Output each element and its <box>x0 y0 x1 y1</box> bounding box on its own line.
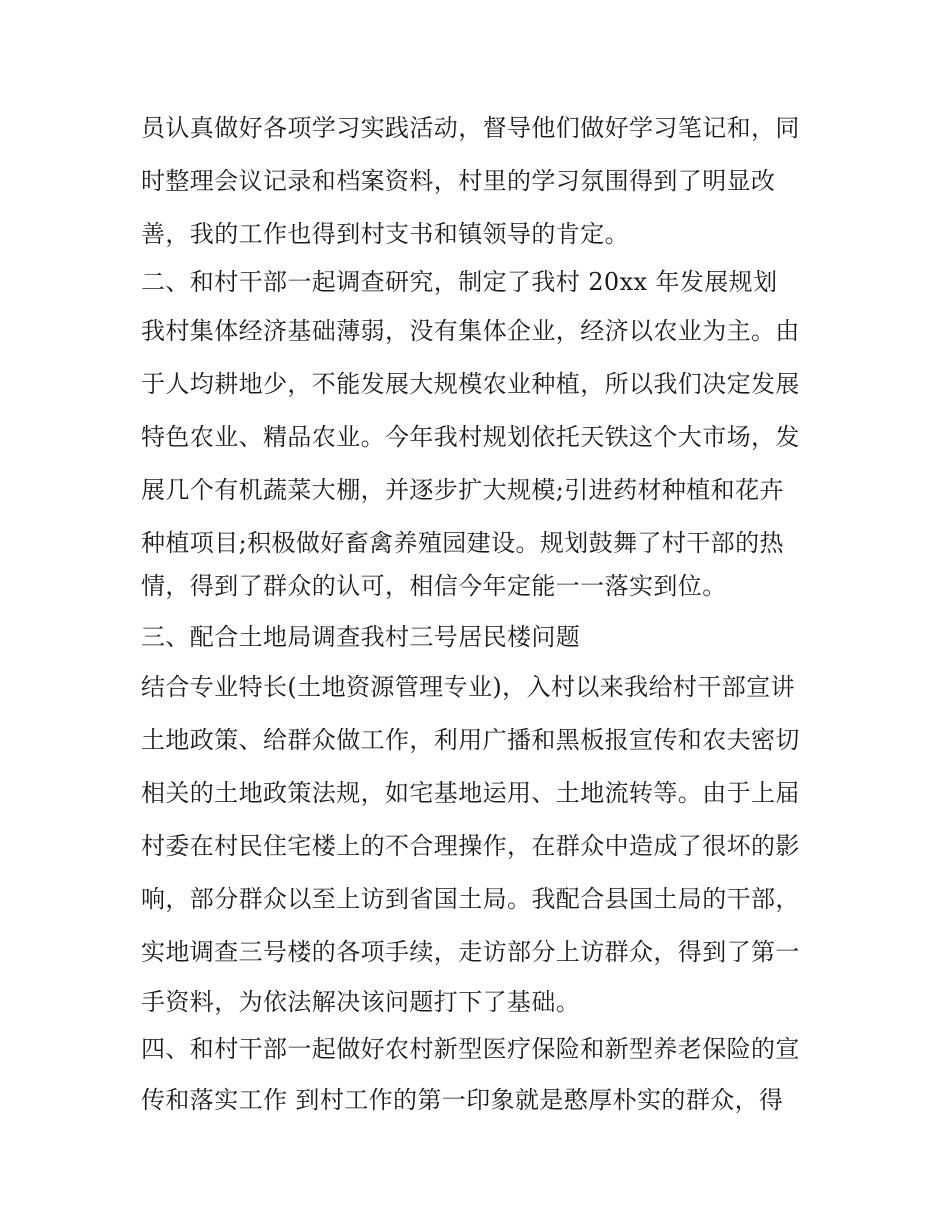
text-line: 村委在村民住宅楼上的不合理操作，在群众中造成了很坏的影 <box>141 832 800 860</box>
text-line: 展几个有机蔬菜大棚，并逐步扩大规模;引进药材种植和花卉 <box>141 476 784 504</box>
text-line: 情，得到了群众的认可，相信今年定能一一落实到位。 <box>141 572 727 600</box>
text-line: 种植项目;积极做好畜禽养殖园建设。规划鼓舞了村干部的热 <box>141 529 784 557</box>
text-line: 相关的土地政策法规，如宅基地运用、土地流转等。由于上届 <box>141 779 800 807</box>
text-line: 手资料，为依法解决该问题打下了基础。 <box>141 988 581 1016</box>
text-line: 响，部分群众以至上访到省国土局。我配合县国土局的干部， <box>141 885 800 913</box>
text-line: 传和落实工作 到村工作的第一印象就是憨厚朴实的群众，得 <box>141 1086 784 1114</box>
text-line: 实地调查三号楼的各项手续，走访部分上访群众，得到了第一 <box>141 938 800 966</box>
text-line: 土地政策、给群众做工作，利用广播和黑板报宣传和农夫密切 <box>141 726 800 754</box>
text-line: 特色农业、精品农业。今年我村规划依托天铁这个大市场，发 <box>141 423 800 451</box>
text-line: 员认真做好各项学习实践活动，督导他们做好学习笔记和，同 <box>141 114 800 142</box>
text-line: 善，我的工作也得到村支书和镇领导的肯定。 <box>141 220 629 248</box>
section-heading: 二、和村干部一起调查研究，制定了我村 20xx 年发展规划 <box>141 268 778 296</box>
text-line: 时整理会议记录和档案资料，村里的学习氛围得到了明显改 <box>141 167 776 195</box>
text-line: 结合专业特长(土地资源管理专业)，入村以来我给村干部宣讲 <box>141 673 795 701</box>
section-heading: 四、和村干部一起做好农村新型医疗保险和新型养老保险的宣 <box>141 1035 800 1063</box>
text-line: 于人均耕地少，不能发展大规模农业种植，所以我们决定发展 <box>141 370 800 398</box>
section-heading: 三、配合土地局调查我村三号居民楼问题 <box>141 623 581 651</box>
text-line: 我村集体经济基础薄弱，没有集体企业，经济以农业为主。由 <box>141 317 800 345</box>
